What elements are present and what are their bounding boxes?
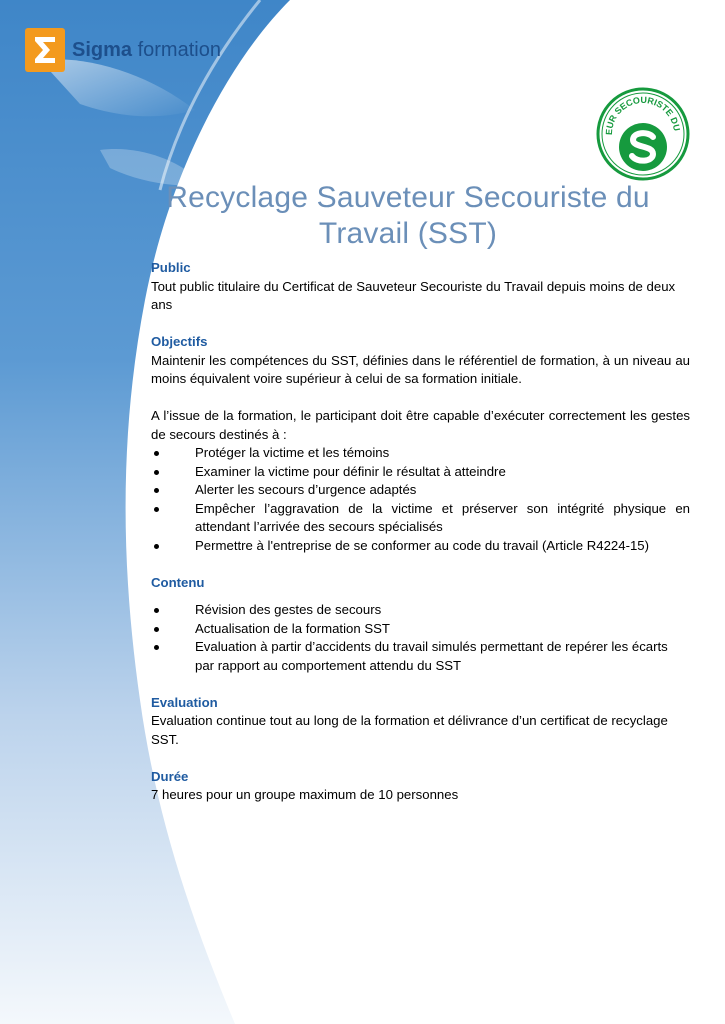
contenu-list bbox=[151, 601, 690, 675]
list-item: Protéger la victime et les témoins bbox=[151, 444, 690, 463]
brand-name bbox=[72, 39, 221, 62]
brand-name-rest: formation bbox=[132, 38, 221, 61]
page-title: Recyclage Sauveteur Secouriste du Travail (SST) bbox=[166, 181, 650, 250]
list-item: Permettre à l'entreprise de se conformer au code du travail (Article R4224-15) bbox=[151, 537, 690, 556]
svg-text:SAUVETEUR SECOURISTE DU TRAVAI: EUR SECOURISTE DU bbox=[603, 94, 682, 136]
heading-evaluation: Evaluation bbox=[151, 694, 218, 710]
evaluation-text: Evaluation continue tout au long de la formation et délivrance d’un certificat de recyclage SST. bbox=[151, 713, 668, 747]
heading-duree: Durée bbox=[151, 768, 189, 784]
list-item: Empêcher l’aggravation de la victime et préserver son intégrité physique en attendant l’arrivée des secours spécialisés bbox=[151, 500, 690, 537]
list-item: Actualisation de la formation SST bbox=[151, 620, 690, 639]
list-item: Examiner la victime pour définir le résultat à atteindre bbox=[151, 463, 690, 482]
heading-contenu: Contenu bbox=[151, 574, 205, 590]
sigma-logo-icon bbox=[25, 28, 65, 72]
duree-text: 7 heures pour un groupe maximum de 10 personnes bbox=[151, 787, 459, 802]
list-item: Révision des gestes de secours bbox=[151, 601, 690, 620]
objectifs-text: Maintenir les compétences du SST, définies dans le référentiel de formation, à un niveau au moins équivalent voire supérieur à celui de sa formation initiale. bbox=[151, 352, 690, 386]
sst-badge-icon bbox=[596, 87, 690, 181]
objectifs-list bbox=[151, 444, 690, 555]
heading-public: Public bbox=[151, 260, 191, 275]
heading-objectifs: Objectifs bbox=[151, 334, 208, 349]
list-item: Evaluation à partir d’accidents du travail simulés permettant de repérer les écarts par rapport au comportement attendu du SST bbox=[151, 638, 690, 675]
objectifs-intro: A l’issue de la formation, le participant doit être capable d’exécuter correctement les gestes de secours destinés à : bbox=[151, 408, 690, 442]
document-body bbox=[151, 259, 690, 805]
public-text: Tout public titulaire du Certificat de Sauveteur Secouriste du Travail depuis moins de deux ans bbox=[151, 278, 676, 312]
sigma-formation-logo[interactable] bbox=[25, 28, 221, 72]
brand-name-bold: Sigma bbox=[72, 38, 133, 61]
list-item: Alerter les secours d’urgence adaptés bbox=[151, 481, 690, 500]
